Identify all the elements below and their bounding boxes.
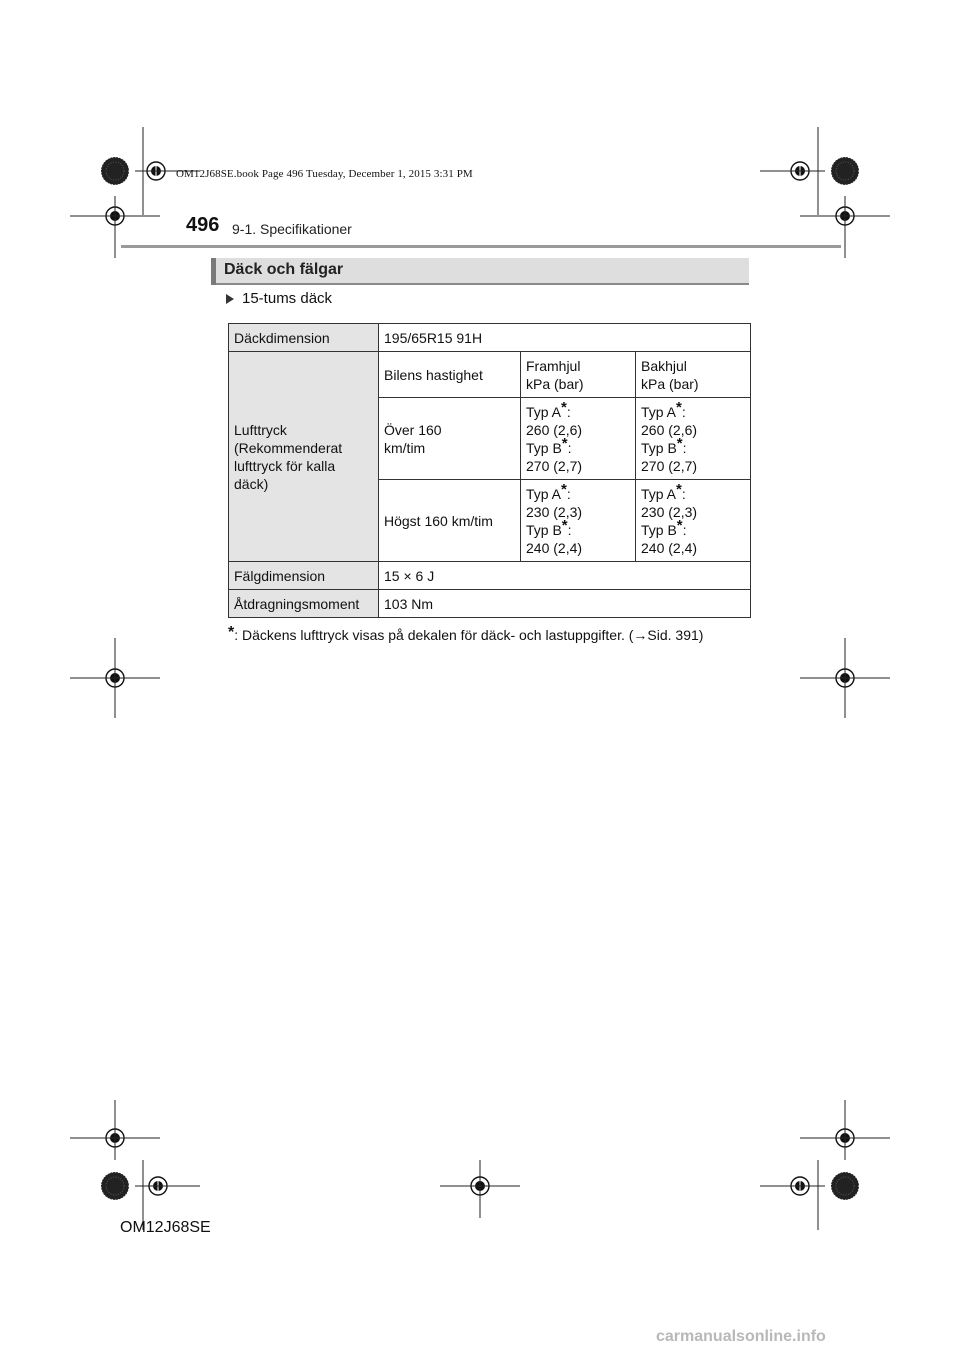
- row1-rear-a-value: 260 (2,6): [641, 421, 698, 438]
- row1-front-a-value: 260 (2,6): [526, 421, 583, 438]
- footer-code: OM12J68SE: [120, 1219, 211, 1236]
- asterisk-icon: *: [676, 434, 683, 452]
- rim-label: Fälgdimension: [229, 562, 379, 590]
- speed-header: Bilens hastighet: [379, 352, 521, 398]
- tire-spec-table: [228, 323, 751, 618]
- table-row: [229, 562, 751, 590]
- footnote: [228, 624, 703, 643]
- footnote-marker: *: [228, 624, 235, 641]
- row2-front-a-label: Typ A: [526, 485, 562, 502]
- asterisk-icon: *: [561, 398, 567, 416]
- row1-rear-a: Typ A*:: [641, 398, 686, 420]
- torque-label: Åtdragningsmoment: [229, 590, 379, 618]
- row2-rear-b-label: Typ B: [641, 521, 677, 538]
- row2-front-a: Typ A*:: [526, 480, 571, 502]
- row1-front-b-label: Typ B: [526, 439, 562, 456]
- row2-front-b-value: 240 (2,4): [526, 539, 583, 556]
- rear-header: [636, 352, 751, 398]
- row1-rear-a-label: Typ A: [641, 403, 677, 420]
- row2-front-b: Typ B*:: [526, 516, 572, 538]
- asterisk-icon: *: [561, 480, 567, 498]
- asterisk-icon: *: [561, 434, 568, 452]
- row2-front-a-value: 230 (2,3): [526, 503, 583, 520]
- row1-front-b-value: 270 (2,7): [526, 457, 583, 474]
- section-heading-bar: [211, 258, 749, 285]
- asterisk-icon: *: [676, 480, 682, 498]
- print-stamp: OM12J68SE.book Page 496 Tuesday, December 1, 2015 3:31 PM: [176, 168, 473, 180]
- row2-rear-a-value: 230 (2,3): [641, 503, 698, 520]
- row1-front: [521, 398, 636, 480]
- front-header: [521, 352, 636, 398]
- row1-rear: [636, 398, 751, 480]
- asterisk-icon: *: [561, 516, 568, 534]
- tire-dimension-value: 195/65R15 91H: [379, 324, 751, 352]
- section-title: Däck och fälgar: [224, 261, 344, 278]
- row2-rear-b-value: 240 (2,4): [641, 539, 698, 556]
- page-number: 496: [186, 214, 220, 236]
- row1-front-a: Typ A*:: [526, 398, 571, 420]
- tire-dimension-label: Däckdimension: [229, 324, 379, 352]
- asterisk-icon: *: [676, 398, 682, 416]
- front-header-line2: kPa (bar): [526, 375, 584, 392]
- row1-speed-text: Över 160 km/tim: [384, 421, 442, 456]
- row1-speed: [379, 398, 521, 480]
- row2-rear: [636, 480, 751, 562]
- row2-speed: Högst 160 km/tim: [379, 480, 521, 562]
- rear-header-line2: kPa (bar): [641, 375, 699, 392]
- pressure-label: Lufttryck (Rekommenderat lufttryck för kalla däck): [229, 352, 379, 562]
- row2-front: [521, 480, 636, 562]
- asterisk-icon: *: [676, 516, 683, 534]
- watermark: carmanualsonline.info: [656, 1328, 826, 1345]
- rim-value: 15 × 6 J: [379, 562, 751, 590]
- triangle-bullet-icon: [226, 294, 234, 304]
- footnote-text: : Däckens lufttryck visas på dekalen för däck- och lastuppgifter. (→Sid. 391): [234, 627, 704, 643]
- row2-front-b-label: Typ B: [526, 521, 562, 538]
- row2-rear-a-label: Typ A: [641, 485, 677, 502]
- table-row: [229, 352, 751, 398]
- row1-rear-b: Typ B*:: [641, 434, 687, 456]
- torque-value: 103 Nm: [379, 590, 751, 618]
- row2-rear-a: Typ A*:: [641, 480, 686, 502]
- table-row: [229, 324, 751, 352]
- heading-accent: [211, 258, 216, 285]
- table-row: [229, 590, 751, 618]
- row1-rear-b-value: 270 (2,7): [641, 457, 698, 474]
- rear-header-line1: Bakhjul: [641, 357, 687, 374]
- front-header-line1: Framhjul: [526, 357, 581, 374]
- row1-front-b: Typ B*:: [526, 434, 572, 456]
- row2-rear-b: Typ B*:: [641, 516, 687, 538]
- subsection-title: 15-tums däck: [242, 290, 333, 307]
- row1-front-a-label: Typ A: [526, 403, 562, 420]
- row1-rear-b-label: Typ B: [641, 439, 677, 456]
- subsection-heading: [226, 290, 332, 307]
- section-header: 9-1. Specifikationer: [232, 221, 352, 237]
- header-rule: [121, 245, 841, 248]
